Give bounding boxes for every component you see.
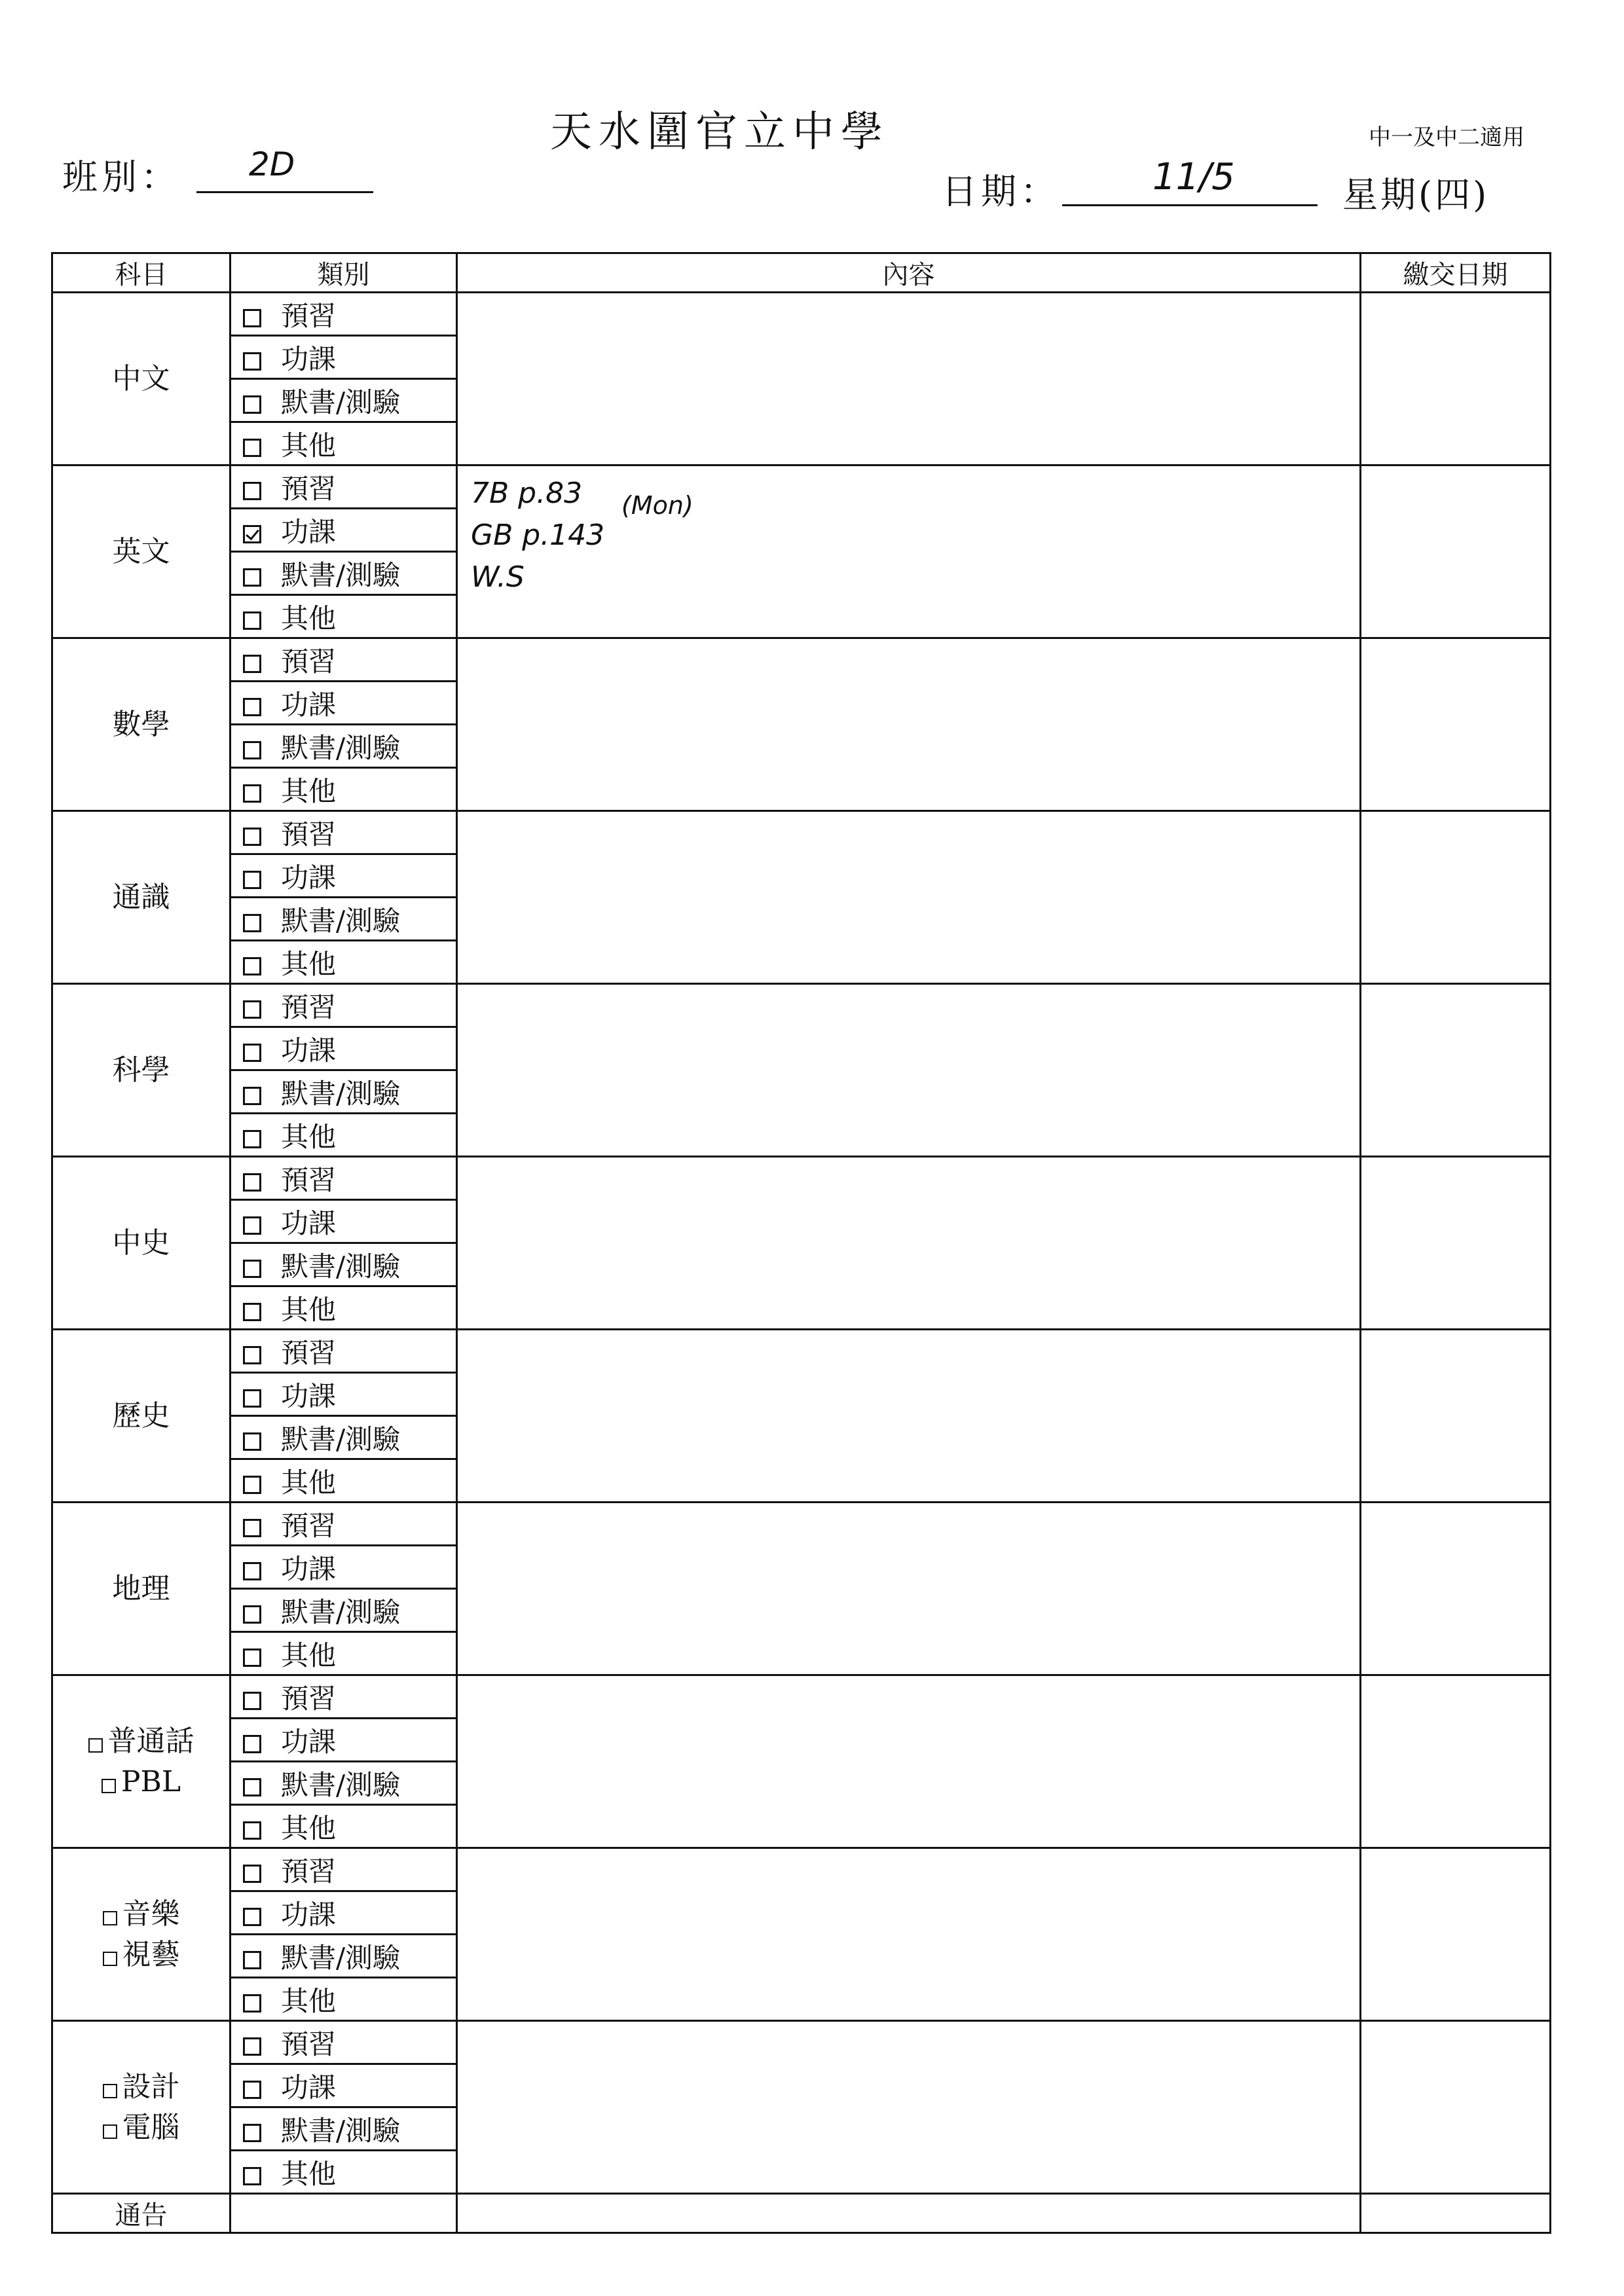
category-label: 默書/測驗 bbox=[281, 1768, 401, 1801]
subject-line bbox=[53, 1569, 229, 1609]
due-date-cell[interactable] bbox=[1361, 638, 1551, 811]
category-checkbox[interactable] bbox=[243, 309, 261, 327]
category-cell bbox=[231, 1935, 457, 1978]
header-subject: 科目 bbox=[52, 253, 231, 293]
category-label: 默書/測驗 bbox=[281, 558, 401, 591]
notice-content-cell[interactable] bbox=[457, 2194, 1361, 2233]
category-cell bbox=[231, 1157, 457, 1200]
content-line: W.S bbox=[471, 560, 525, 594]
category-label: 其他 bbox=[281, 1293, 337, 1326]
category-checkbox[interactable] bbox=[243, 784, 261, 803]
category-cell bbox=[231, 984, 457, 1027]
category-label: 功課 bbox=[281, 1898, 337, 1931]
subject-name: 中文 bbox=[112, 361, 170, 395]
table-body bbox=[52, 293, 1551, 2194]
table-row bbox=[52, 984, 1551, 1027]
category-checkbox[interactable] bbox=[243, 1951, 261, 1969]
table-header-row bbox=[52, 253, 1551, 293]
category-label: 默書/測驗 bbox=[281, 386, 401, 418]
due-date-cell[interactable] bbox=[1361, 1330, 1551, 1503]
category-cell bbox=[231, 336, 457, 379]
category-label: 默書/測驗 bbox=[281, 731, 401, 764]
category-cell bbox=[231, 1719, 457, 1762]
category-checkbox[interactable] bbox=[243, 1908, 261, 1926]
category-checkbox[interactable] bbox=[243, 1173, 261, 1192]
category-checkbox[interactable] bbox=[243, 1000, 261, 1019]
category-label: 預習 bbox=[281, 1163, 337, 1196]
category-cell bbox=[231, 1546, 457, 1589]
content-cell[interactable] bbox=[457, 2021, 1361, 2194]
category-cell bbox=[231, 1805, 457, 1848]
content-line: GB p.143 bbox=[471, 519, 605, 552]
table-row bbox=[52, 1675, 1551, 1719]
subject-cell bbox=[52, 1503, 231, 1675]
category-checkbox[interactable] bbox=[243, 1519, 261, 1537]
category-label: 其他 bbox=[281, 1984, 337, 2017]
category-checkbox[interactable] bbox=[243, 482, 261, 500]
handwritten-content bbox=[458, 466, 1359, 598]
category-cell bbox=[231, 768, 457, 811]
category-checkbox[interactable] bbox=[243, 1735, 261, 1753]
subject-name: 地理 bbox=[112, 1571, 170, 1605]
category-cell bbox=[231, 1200, 457, 1243]
subject-cell bbox=[52, 1675, 231, 1848]
category-checkbox[interactable] bbox=[243, 2124, 261, 2142]
category-cell bbox=[231, 1675, 457, 1719]
category-cell bbox=[231, 1373, 457, 1416]
category-checkbox[interactable] bbox=[243, 1432, 261, 1451]
content-cell[interactable] bbox=[457, 984, 1361, 1157]
subject-cell bbox=[52, 465, 231, 638]
category-label: 功課 bbox=[281, 1379, 337, 1412]
subject-line bbox=[53, 2107, 229, 2148]
table-row bbox=[52, 1503, 1551, 1546]
category-checkbox[interactable] bbox=[243, 1346, 261, 1364]
table-row bbox=[52, 2021, 1551, 2064]
applicable-note: 中一及中二適用 bbox=[1369, 124, 1524, 151]
class-label: 班別： bbox=[62, 156, 180, 198]
category-checkbox[interactable] bbox=[243, 871, 261, 889]
category-checkbox[interactable] bbox=[243, 698, 261, 716]
content-cell[interactable] bbox=[457, 1157, 1361, 1330]
category-checkbox[interactable] bbox=[243, 1649, 261, 1667]
category-cell bbox=[231, 898, 457, 941]
category-checkbox[interactable] bbox=[243, 2167, 261, 2185]
due-date-cell[interactable] bbox=[1361, 984, 1551, 1157]
subject-line bbox=[53, 1050, 229, 1091]
category-checkbox[interactable] bbox=[243, 1303, 261, 1321]
subject-line bbox=[53, 1396, 229, 1436]
category-cell bbox=[231, 2021, 457, 2064]
subject-name: 數學 bbox=[112, 707, 170, 741]
subject-cell bbox=[52, 1848, 231, 2021]
category-label: 默書/測驗 bbox=[281, 904, 401, 937]
subject-name: 英文 bbox=[112, 534, 170, 568]
content-cell[interactable] bbox=[457, 293, 1361, 465]
subject-name: 歷史 bbox=[112, 1398, 170, 1432]
category-checkbox[interactable] bbox=[243, 1087, 261, 1105]
subject-name: PBL bbox=[120, 1764, 181, 1798]
header-category: 類別 bbox=[231, 253, 457, 293]
table-row bbox=[52, 638, 1551, 682]
subject-line bbox=[53, 359, 229, 399]
category-label: 預習 bbox=[281, 645, 337, 678]
due-date-cell[interactable] bbox=[1361, 2021, 1551, 2194]
category-cell bbox=[231, 379, 457, 422]
notice-label: 通告 bbox=[52, 2194, 231, 2233]
due-date-cell[interactable] bbox=[1361, 1675, 1551, 1848]
due-date-cell[interactable] bbox=[1361, 811, 1551, 984]
category-checkbox[interactable] bbox=[243, 395, 261, 414]
content-cell[interactable] bbox=[457, 1503, 1361, 1675]
category-checkbox[interactable] bbox=[243, 1605, 261, 1624]
table-row bbox=[52, 293, 1551, 336]
category-checkbox[interactable] bbox=[243, 568, 261, 587]
category-checkbox[interactable] bbox=[243, 1692, 261, 1710]
category-label: 默書/測驗 bbox=[281, 1423, 401, 1455]
subject-line bbox=[53, 877, 229, 918]
category-label: 功課 bbox=[281, 688, 337, 721]
category-label: 預習 bbox=[281, 1336, 337, 1369]
category-label: 其他 bbox=[281, 1120, 337, 1153]
category-label: 功課 bbox=[281, 1725, 337, 1758]
class-underline bbox=[196, 191, 373, 193]
due-date-cell[interactable] bbox=[1361, 293, 1551, 465]
category-cell bbox=[231, 1589, 457, 1632]
category-cell bbox=[231, 725, 457, 768]
category-checkbox[interactable] bbox=[243, 1865, 261, 1883]
notice-due-cell[interactable] bbox=[1361, 2194, 1551, 2233]
content-cell[interactable] bbox=[457, 1848, 1361, 2021]
category-checkbox[interactable] bbox=[243, 957, 261, 975]
class-value[interactable]: 2D bbox=[249, 145, 295, 183]
subject-cell bbox=[52, 1157, 231, 1330]
date-value[interactable]: 11/5 bbox=[1153, 156, 1235, 198]
subject-name: 電腦 bbox=[122, 2110, 180, 2144]
category-label: 預習 bbox=[281, 2028, 337, 2060]
category-cell bbox=[231, 941, 457, 984]
header-due-date: 繳交日期 bbox=[1361, 253, 1551, 293]
category-checkbox[interactable] bbox=[243, 1994, 261, 2013]
category-label: 其他 bbox=[281, 947, 337, 980]
subject-cell bbox=[52, 811, 231, 984]
subject-line bbox=[53, 1223, 229, 1264]
category-checkbox[interactable] bbox=[243, 1821, 261, 1840]
subject-name: 通識 bbox=[112, 880, 170, 914]
category-checkbox[interactable] bbox=[243, 352, 261, 371]
weekday bbox=[1342, 167, 1489, 217]
category-checkbox[interactable] bbox=[243, 1476, 261, 1494]
subject-checkbox[interactable] bbox=[103, 1952, 117, 1966]
category-checkbox[interactable] bbox=[243, 914, 261, 932]
date-label: 日期： bbox=[942, 171, 1060, 212]
subject-checkbox[interactable] bbox=[88, 1738, 103, 1753]
category-label: 其他 bbox=[281, 1466, 337, 1499]
subject-cell bbox=[52, 984, 231, 1157]
table-row bbox=[52, 1330, 1551, 1373]
category-label: 其他 bbox=[281, 1639, 337, 1671]
subject-name: 視藝 bbox=[122, 1937, 180, 1971]
category-cell bbox=[231, 1027, 457, 1070]
category-cell bbox=[231, 1416, 457, 1459]
category-cell bbox=[231, 595, 457, 638]
table-row bbox=[52, 1848, 1551, 1891]
weekday-value[interactable]: 四 bbox=[1435, 174, 1473, 215]
subject-name: 中史 bbox=[112, 1226, 170, 1260]
header-content: 內容 bbox=[457, 253, 1361, 293]
subject-line bbox=[53, 1935, 229, 1975]
category-label: 默書/測驗 bbox=[281, 1941, 401, 1974]
subject-line bbox=[53, 704, 229, 745]
category-cell bbox=[231, 465, 457, 509]
category-label: 預習 bbox=[281, 1682, 337, 1715]
category-checkbox[interactable] bbox=[243, 1260, 261, 1278]
content-cell[interactable] bbox=[457, 1330, 1361, 1503]
category-checkbox[interactable] bbox=[243, 655, 261, 673]
homework-table bbox=[51, 252, 1551, 2234]
subject-name: 設計 bbox=[122, 2069, 180, 2104]
category-label: 預習 bbox=[281, 472, 337, 505]
category-checkbox[interactable] bbox=[243, 1216, 261, 1235]
category-label: 預習 bbox=[281, 991, 337, 1023]
category-label: 預習 bbox=[281, 299, 337, 332]
category-cell bbox=[231, 1459, 457, 1503]
category-cell bbox=[231, 1070, 457, 1114]
category-cell bbox=[231, 552, 457, 595]
due-date-cell[interactable] bbox=[1361, 1848, 1551, 2021]
content-cell[interactable] bbox=[457, 811, 1361, 984]
subject-cell bbox=[52, 638, 231, 811]
category-label: 功課 bbox=[281, 861, 337, 894]
subject-cell bbox=[52, 293, 231, 465]
category-cell bbox=[231, 2107, 457, 2151]
subject-cell bbox=[52, 2021, 231, 2194]
category-cell bbox=[231, 638, 457, 682]
category-cell bbox=[231, 811, 457, 854]
date-underline bbox=[1062, 204, 1318, 206]
category-label: 功課 bbox=[281, 342, 337, 375]
category-checkbox[interactable] bbox=[243, 1044, 261, 1062]
category-label: 預習 bbox=[281, 1855, 337, 1887]
category-checkbox[interactable] bbox=[243, 1778, 261, 1796]
category-label: 功課 bbox=[281, 515, 337, 548]
category-cell bbox=[231, 1978, 457, 2021]
subject-name: 音樂 bbox=[122, 1897, 180, 1931]
category-label: 預習 bbox=[281, 818, 337, 850]
category-cell bbox=[231, 1762, 457, 1805]
category-label: 默書/測驗 bbox=[281, 2114, 401, 2147]
category-checkbox[interactable] bbox=[243, 1130, 261, 1148]
category-cell bbox=[231, 2151, 457, 2194]
content-cell[interactable] bbox=[457, 465, 1361, 638]
due-date-cell[interactable] bbox=[1361, 1503, 1551, 1675]
category-cell bbox=[231, 1330, 457, 1373]
category-label: 功課 bbox=[281, 1207, 337, 1239]
subject-line bbox=[53, 2067, 229, 2107]
category-label: 預習 bbox=[281, 1509, 337, 1542]
content-line: 7B p.83 bbox=[471, 477, 583, 510]
category-cell bbox=[231, 509, 457, 552]
category-checkbox[interactable] bbox=[243, 2037, 261, 2056]
subject-checkbox[interactable] bbox=[103, 1911, 117, 1925]
category-cell bbox=[231, 1114, 457, 1157]
category-cell bbox=[231, 293, 457, 336]
table-row bbox=[52, 465, 1551, 509]
subject-line bbox=[53, 1894, 229, 1935]
category-label: 其他 bbox=[281, 2157, 337, 2190]
content-note: (Mon) bbox=[621, 491, 693, 520]
subject-checkbox[interactable] bbox=[103, 2124, 117, 2139]
weekday-label: 星期( bbox=[1342, 174, 1435, 215]
category-checkbox[interactable] bbox=[243, 1389, 261, 1408]
category-cell bbox=[231, 854, 457, 898]
category-label: 其他 bbox=[281, 774, 337, 807]
subject-line bbox=[53, 1721, 229, 1762]
subject-checkbox[interactable] bbox=[103, 2084, 117, 2098]
category-checkbox[interactable] bbox=[243, 439, 261, 457]
category-label: 功課 bbox=[281, 1552, 337, 1585]
notice-row bbox=[52, 2194, 1551, 2233]
category-checkbox[interactable] bbox=[243, 1562, 261, 1580]
subject-line bbox=[53, 1762, 229, 1802]
notice-category-cell[interactable] bbox=[231, 2194, 457, 2233]
category-cell bbox=[231, 1503, 457, 1546]
category-checkbox[interactable] bbox=[243, 741, 261, 759]
subject-name: 科學 bbox=[112, 1053, 170, 1087]
category-label: 默書/測驗 bbox=[281, 1595, 401, 1628]
category-label: 默書/測驗 bbox=[281, 1077, 401, 1110]
due-date-cell[interactable] bbox=[1361, 1157, 1551, 1330]
category-cell bbox=[231, 1243, 457, 1286]
category-label: 其他 bbox=[281, 429, 337, 462]
subject-checkbox[interactable] bbox=[101, 1779, 116, 1793]
category-checkbox[interactable] bbox=[243, 2081, 261, 2099]
category-cell bbox=[231, 1891, 457, 1935]
weekday-close: ) bbox=[1473, 174, 1490, 215]
content-cell[interactable] bbox=[457, 1675, 1361, 1848]
category-label: 功課 bbox=[281, 2071, 337, 2104]
subject-line bbox=[53, 532, 229, 572]
table-row bbox=[52, 1157, 1551, 1200]
category-cell bbox=[231, 1632, 457, 1675]
category-checkbox[interactable] bbox=[243, 828, 261, 846]
due-date-cell[interactable] bbox=[1361, 465, 1551, 638]
category-label: 其他 bbox=[281, 602, 337, 634]
subject-name: 普通話 bbox=[107, 1724, 194, 1758]
category-cell bbox=[231, 422, 457, 465]
category-cell bbox=[231, 1848, 457, 1891]
category-label: 默書/測驗 bbox=[281, 1250, 401, 1283]
category-label: 功課 bbox=[281, 1034, 337, 1066]
table-row bbox=[52, 811, 1551, 854]
school-name: 天水圍官立中學 bbox=[550, 108, 889, 156]
category-cell bbox=[231, 2064, 457, 2107]
category-cell bbox=[231, 682, 457, 725]
category-cell bbox=[231, 1286, 457, 1330]
category-checkbox[interactable] bbox=[243, 525, 261, 543]
category-checkbox[interactable] bbox=[243, 611, 261, 630]
category-label: 其他 bbox=[281, 1812, 337, 1844]
content-cell[interactable] bbox=[457, 638, 1361, 811]
subject-cell bbox=[52, 1330, 231, 1503]
